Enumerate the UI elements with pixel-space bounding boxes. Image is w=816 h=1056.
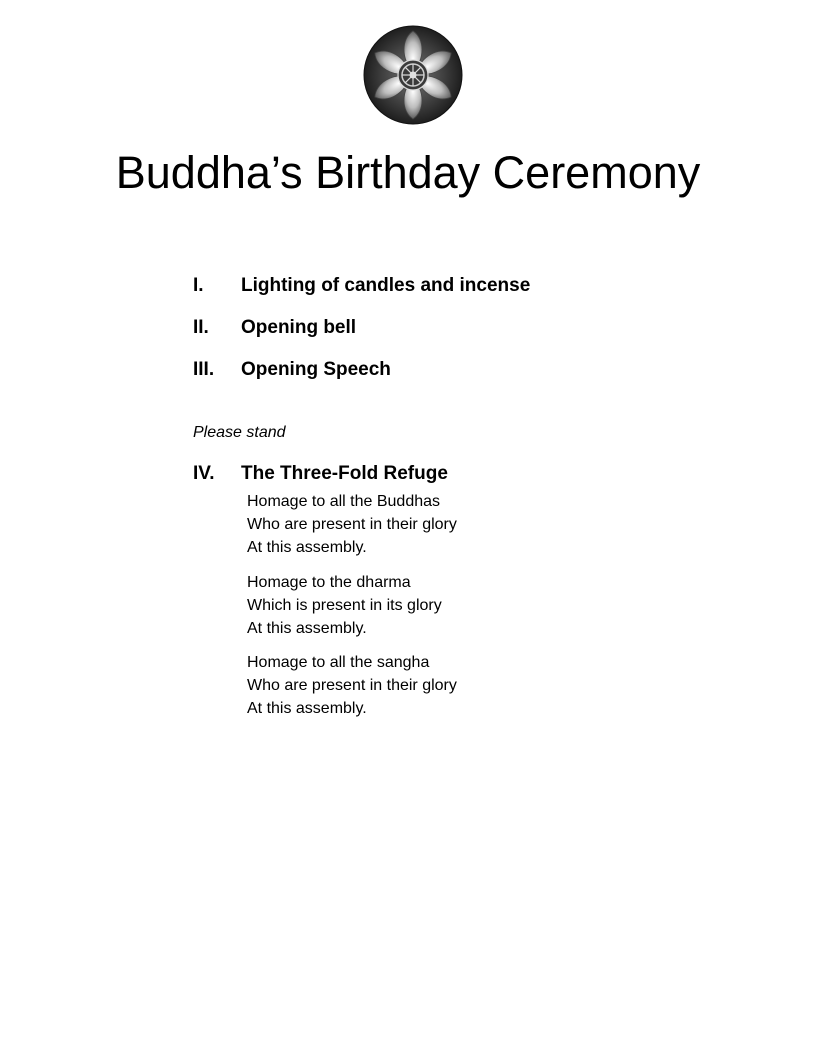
item-label: The Three-Fold Refuge (241, 463, 448, 484)
verse-line: At this assembly. (247, 539, 367, 556)
page-title: Buddha’s Birthday Ceremony (115, 147, 701, 198)
program-item-refuge (193, 462, 448, 486)
verse-line: Homage to all the sangha (247, 654, 430, 671)
lotus-dharma-wheel-logo (363, 25, 463, 125)
item-numeral: IV. (193, 463, 215, 484)
item-numeral: III. (193, 359, 215, 380)
refuge-stanza-dharma (247, 571, 442, 640)
verse-line: Who are present in their glory (247, 516, 457, 533)
refuge-stanza-sangha (247, 651, 457, 720)
verse-line: At this assembly. (247, 620, 367, 637)
item-numeral: II. (193, 317, 209, 338)
item-numeral: I. (193, 275, 204, 296)
program-item-speech (193, 358, 391, 382)
verse-line: Who are present in their glory (247, 677, 457, 694)
item-label: Lighting of candles and incense (241, 275, 531, 296)
item-label: Opening bell (241, 317, 357, 338)
verse-line: Which is present in its glory (247, 597, 442, 614)
verse-line: At this assembly. (247, 700, 367, 717)
item-label: Opening Speech (241, 359, 391, 380)
program-item-bell (193, 316, 356, 340)
program-item-candles (193, 274, 530, 298)
verse-line: Homage to the dharma (247, 574, 411, 591)
refuge-stanza-buddha (247, 490, 457, 559)
stand-instruction: Please stand (193, 424, 286, 441)
verse-line: Homage to all the Buddhas (247, 493, 441, 510)
